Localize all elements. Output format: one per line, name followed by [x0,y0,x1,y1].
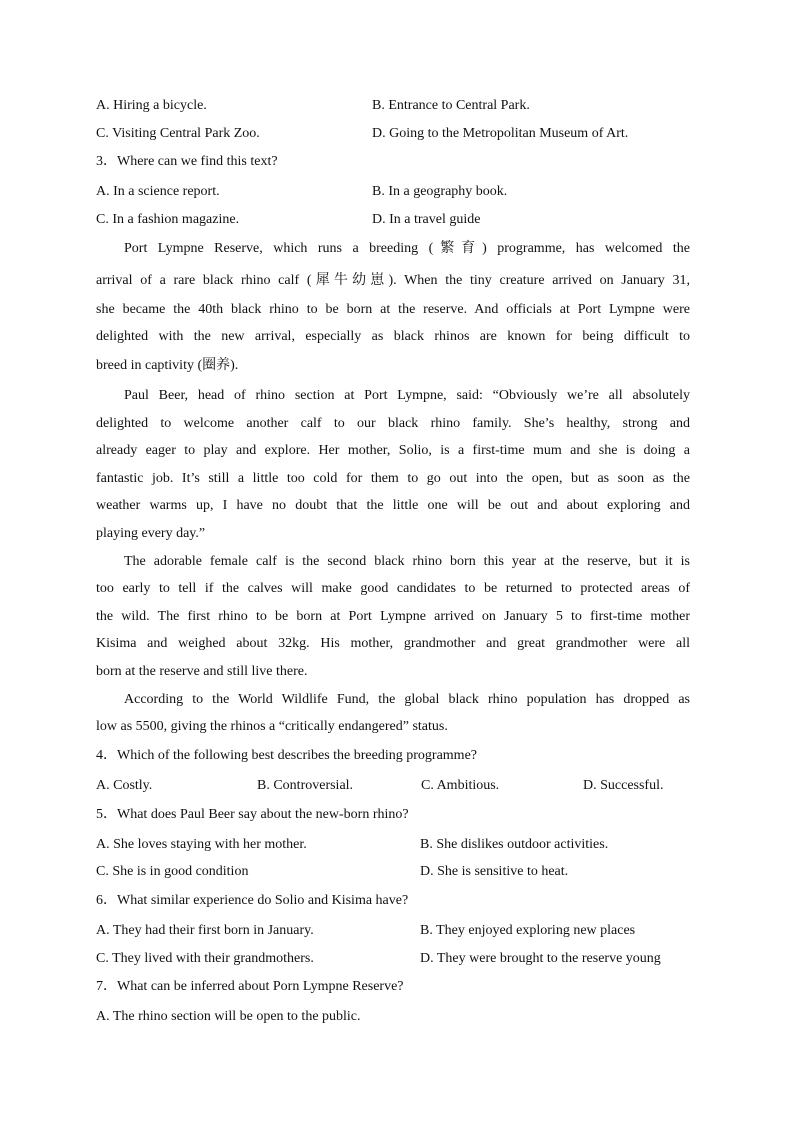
passage-p2-line: already eager to play and explore. Her mother, Solio, is a first-time mum and she is doing a [96,443,690,458]
q4-option-a: A. Costly. [96,778,153,793]
passage-p2-line: delighted to welcome another calf to our black rhino family. She’s healthy, strong and [96,416,690,431]
q3-stem: 3．Where can we find this text? [96,154,278,169]
q5-option-c: C. She is in good condition [96,864,249,879]
passage-p3-line: born at the reserve and still live there. [96,664,308,679]
q2-option-b: B. Entrance to Central Park. [372,98,530,113]
q4-option-b: B. Controversial. [257,778,354,793]
passage-p4-line: low as 5500, giving the rhinos a “critically endangered” status. [96,719,448,734]
passage-p1-line: arrival of a rare black rhino calf (犀牛幼崽). When the tiny creature arrived on January 31, [96,273,690,288]
passage-p1-line: delighted with the new arrival, especially as black rhinos are known for being difficult to [96,329,690,344]
q3-option-a: A. In a science report. [96,184,220,199]
passage-p2-line: weather warms up, I have no doubt that the little one will be out and about exploring and [96,498,690,513]
q7-option-a: A. The rhino section will be open to the public. [96,1009,361,1024]
q5-stem: 5．What does Paul Beer say about the new-born rhino? [96,807,409,822]
q4-option-d: D. Successful. [583,778,664,793]
q6-stem: 6．What similar experience do Solio and Kisima have? [96,893,409,908]
passage-p2-line: Paul Beer, head of rhino section at Port Lympne, said: “Obviously we’re all absolutely [124,388,690,403]
q2-option-c: C. Visiting Central Park Zoo. [96,126,260,141]
passage-p3-line: Kisima and weighed about 32kg. His mother, grandmother and great grandmother were all [96,636,690,651]
q4-option-c: C. Ambitious. [421,778,500,793]
q7-stem: 7．What can be inferred about Porn Lympne Reserve? [96,979,404,994]
passage-p3-line: The adorable female calf is the second black rhino born this year at the reserve, but it is [124,554,690,569]
q6-option-a: A. They had their first born in January. [96,923,314,938]
q5-option-b: B. She dislikes outdoor activities. [420,837,609,852]
q2-option-d: D. Going to the Metropolitan Museum of Art. [372,126,629,141]
q3-option-b: B. In a geography book. [372,184,508,199]
passage-p1-line: Port Lympne Reserve, which runs a breeding (繁育) programme, has welcomed the [124,241,690,256]
q3-option-c: C. In a fashion magazine. [96,212,240,227]
passage-p1-line: breed in captivity (圈养). [96,358,239,373]
q5-option-a: A. She loves staying with her mother. [96,837,307,852]
q6-option-c: C. They lived with their grandmothers. [96,951,314,966]
q2-option-a: A. Hiring a bicycle. [96,98,207,113]
passage-p3-line: too early to tell if the calves will make good candidates to be returned to protected areas of [96,581,690,596]
passage-p2-line: playing every day.” [96,526,206,541]
passage-p4-line: According to the World Wildlife Fund, the global black rhino population has dropped as [124,692,690,707]
q3-option-d: D. In a travel guide [372,212,481,227]
passage-p1-line: she became the 40th black rhino to be born at the reserve. And officials at Port Lympne were [96,302,690,317]
passage-p3-line: the wild. The first rhino to be born at Port Lympne arrived on January 5 to first-time mother [96,609,690,624]
q6-option-b: B. They enjoyed exploring new places [420,923,636,938]
q6-option-d: D. They were brought to the reserve young [420,951,661,966]
q5-option-d: D. She is sensitive to heat. [420,864,569,879]
q4-stem: 4．Which of the following best describes the breeding programme? [96,748,477,763]
passage-p2-line: fantastic job. It’s still a little too cold for them to go out into the open, but as soon as the [96,471,690,486]
